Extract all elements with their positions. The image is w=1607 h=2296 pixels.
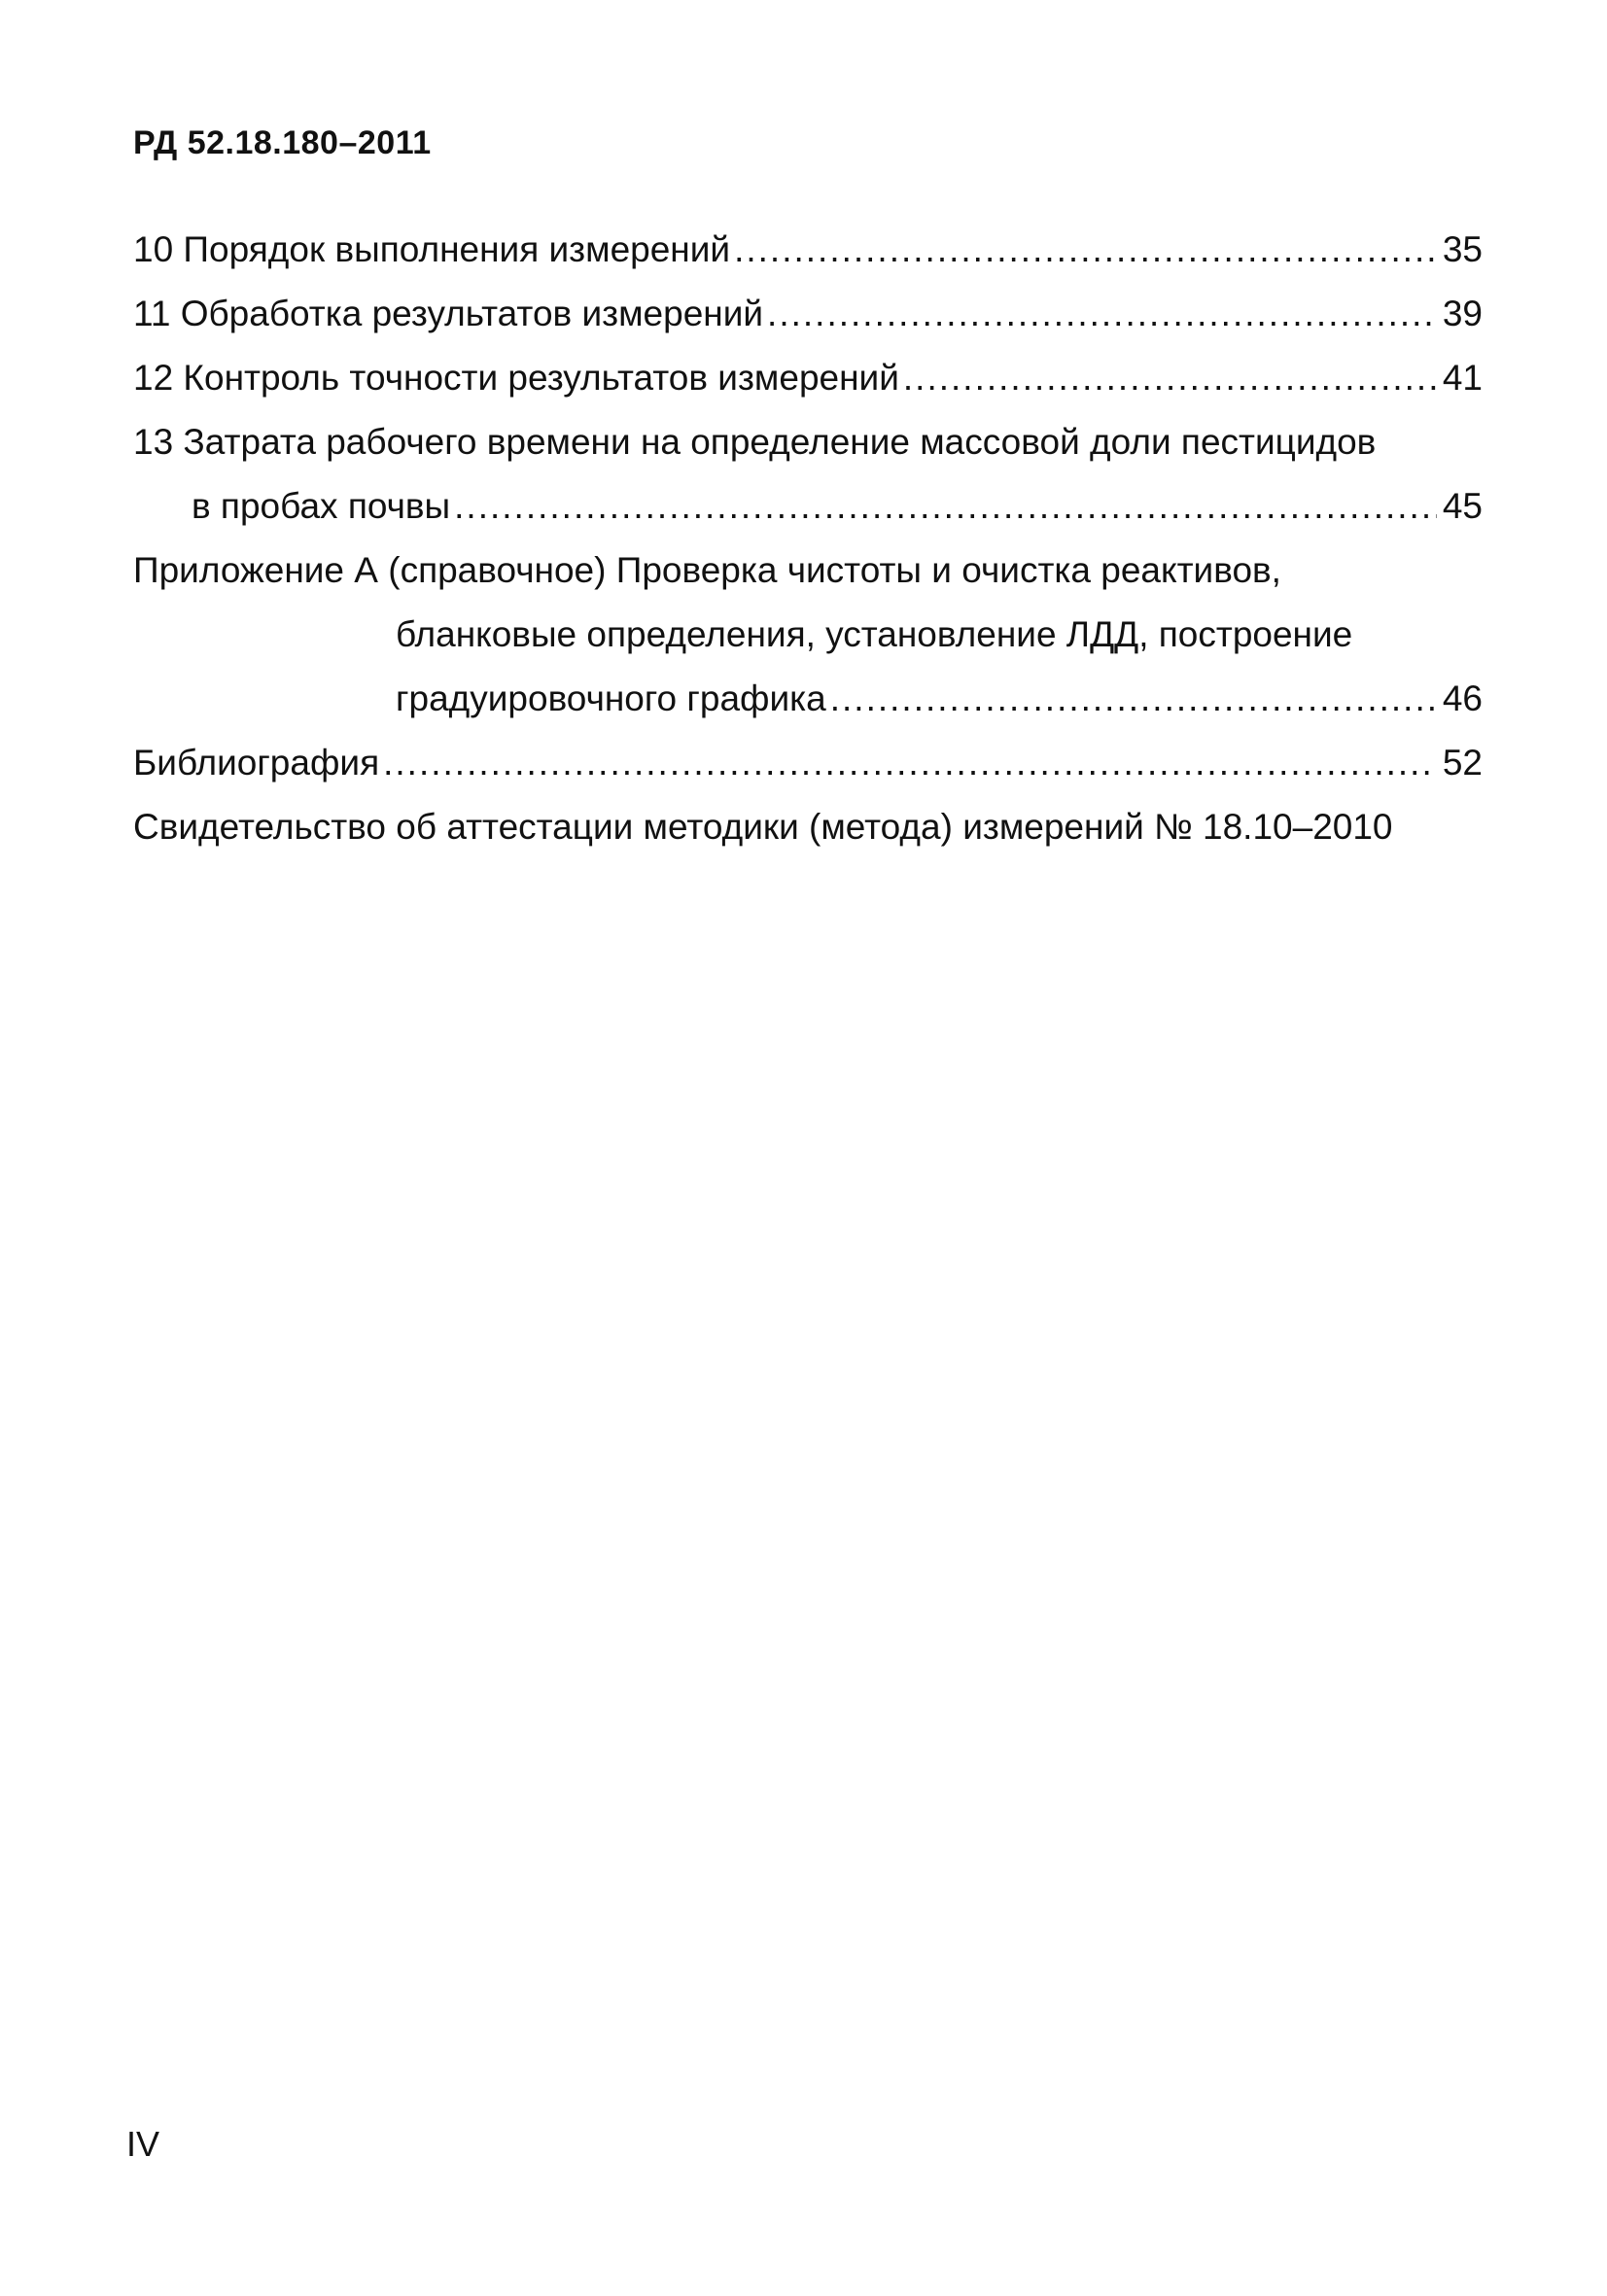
leader-dots bbox=[903, 354, 1437, 402]
toc-entry-11[interactable] bbox=[133, 290, 1483, 338]
toc-entry-page: 45 bbox=[1442, 486, 1483, 526]
toc-entry-appendix-a[interactable] bbox=[133, 546, 1281, 595]
leader-dots bbox=[830, 675, 1437, 723]
toc-entry-13-continued[interactable] bbox=[192, 482, 1483, 531]
toc-entry-page: 35 bbox=[1442, 229, 1483, 269]
toc-entry-title: Библиография bbox=[133, 743, 380, 783]
toc-entry-appendix-a-continued-2[interactable] bbox=[396, 675, 1483, 723]
toc-entry-page: 52 bbox=[1442, 743, 1483, 783]
leader-dots bbox=[454, 482, 1437, 531]
toc-entry-title: градуировочного графика bbox=[396, 678, 826, 718]
page-number: IV bbox=[126, 2124, 160, 2164]
toc-entry-title: 13 Затрата рабочего времени на определение массовой доли пестицидов bbox=[133, 422, 1377, 462]
toc-entry-page: 46 bbox=[1442, 678, 1483, 718]
document-code: РД 52.18.180–2011 bbox=[133, 124, 432, 161]
toc-entry-title: 10 Порядок выполнения измерений bbox=[133, 229, 731, 269]
toc-entry-page: 39 bbox=[1442, 294, 1483, 333]
toc-entry-certificate[interactable] bbox=[133, 803, 1393, 852]
toc-entry-10[interactable] bbox=[133, 226, 1483, 274]
toc-entry-title: бланковые определения, установление ЛДД, построение bbox=[396, 614, 1353, 654]
leader-dots bbox=[767, 290, 1437, 338]
leader-dots bbox=[734, 226, 1437, 274]
toc-entry-title: 11 Обработка результатов измерений bbox=[133, 294, 764, 333]
toc-entry-title: в пробах почвы bbox=[192, 486, 451, 526]
toc-entry-title: 12 Контроль точности результатов измерений bbox=[133, 358, 899, 398]
toc-entry-appendix-a-continued[interactable] bbox=[396, 610, 1352, 659]
toc-entry-page: 41 bbox=[1442, 358, 1483, 398]
toc-entry-title: Свидетельство об аттестации методики (метода) измерений № 18.10–2010 bbox=[133, 807, 1393, 847]
toc-entry-13[interactable] bbox=[133, 418, 1376, 467]
toc-entry-title: Приложение А (справочное) Проверка чистоты и очистка реактивов, bbox=[133, 550, 1281, 590]
toc-entry-12[interactable] bbox=[133, 354, 1483, 402]
toc-entry-bibliography[interactable] bbox=[133, 739, 1483, 787]
leader-dots bbox=[383, 739, 1437, 787]
